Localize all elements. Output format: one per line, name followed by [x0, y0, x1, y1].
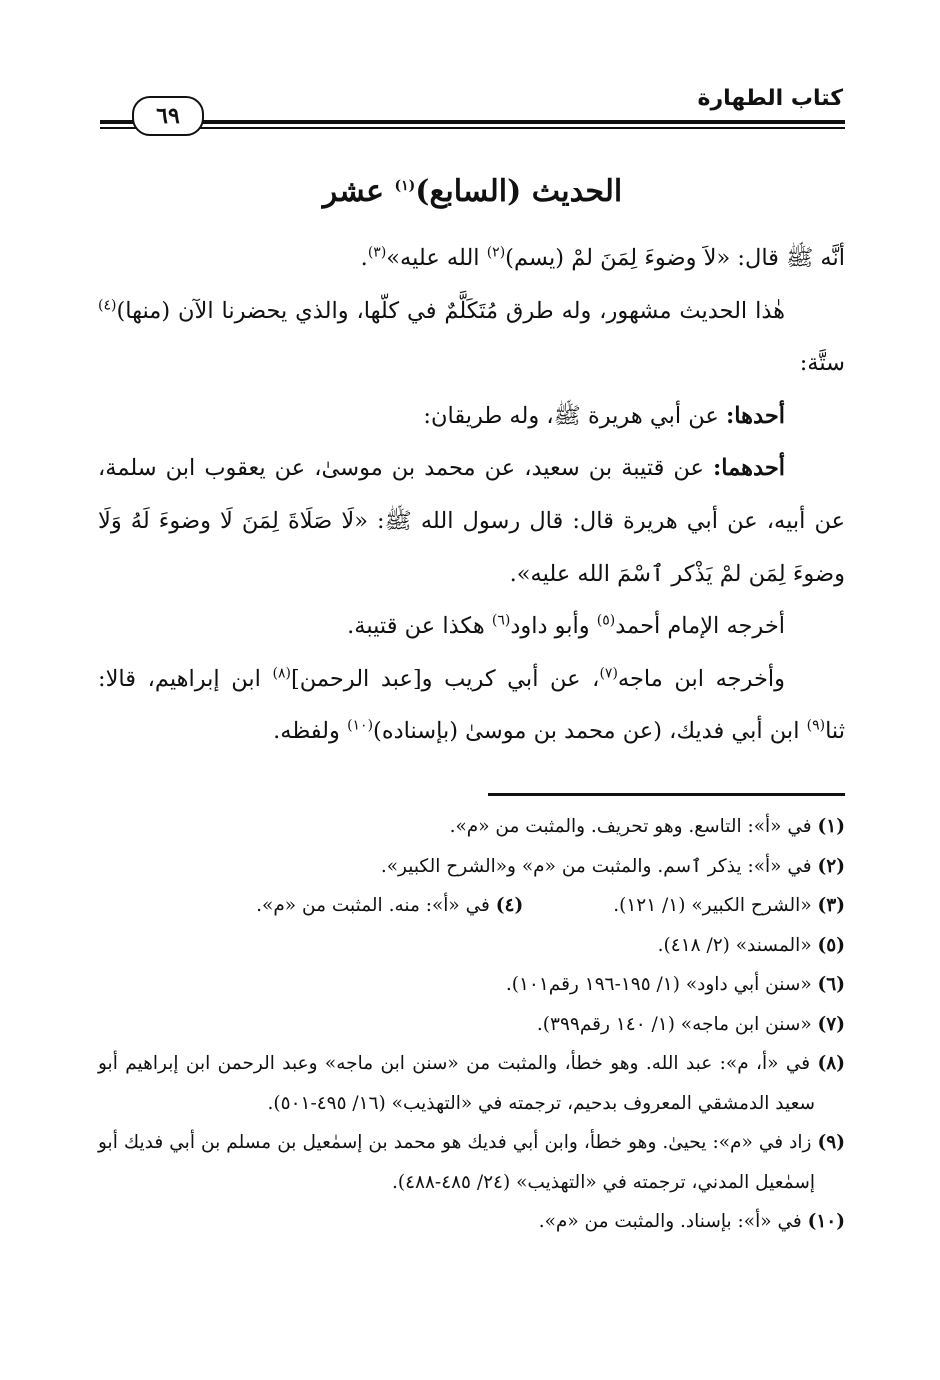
footnote-text: في «أ»: منه. المثبت من «م».	[256, 895, 496, 916]
footnote-number: (١)	[817, 816, 845, 837]
footnote-text: «سنن أبي داود» (١/ ١٩٥-١٩٦ رقم١٠١).	[505, 974, 818, 995]
footnote-2	[98, 847, 845, 887]
footnote-number: (١٠)	[807, 1211, 845, 1232]
book-title: كتاب الطهارة	[690, 86, 843, 111]
footnote-4	[256, 895, 523, 916]
text-run: هكذا عن قتيبة.	[347, 613, 492, 640]
footnote-10	[98, 1202, 845, 1242]
hadith-title	[100, 174, 845, 209]
footnote-number: (٩)	[817, 1132, 845, 1153]
footnote-ref-9: (٩)	[806, 717, 826, 734]
text-run: الله عليه»	[386, 245, 487, 271]
footnote-text: «الشرح الكبير» (١/ ١٢١).	[613, 895, 818, 916]
footnote-7	[98, 1005, 845, 1045]
footnotes	[98, 807, 845, 1242]
footnote-ref-10: (١٠)	[347, 717, 374, 734]
text-run: ابن أبي فديك، (عن محمد بن موسىٰ (بإسناده)	[373, 718, 807, 745]
footnote-ref-3: (٣)	[367, 244, 387, 261]
footnote-text: في «أ»: التاسع. وهو تحريف. والمثبت من «م».	[449, 816, 818, 837]
footnote-separator	[488, 793, 845, 796]
footnote-text: في «أ، م»: عبد الله. وهو خطأ، والمثبت من «سنن ابن ماجه» وعبد الرحمن ابن إبراهيم أبو سعيد الدمشقي المعروف بدحيم، ترجمته في «التهذيب» (١٦/ ٤٩٥-٥٠١).	[98, 1053, 818, 1114]
text-run: ، عن أبي كريب و[عبد الرحمن]	[290, 665, 600, 692]
footnote-number: (٧)	[817, 1013, 845, 1035]
footnote-number: (٨)	[817, 1053, 845, 1074]
footnote-number: (٣)	[817, 895, 845, 916]
footnote-6	[98, 965, 845, 1005]
footnote-ref-4: (٤)	[98, 297, 117, 314]
paragraph	[98, 600, 845, 653]
text-run: أخرجه الإمام أحمد	[615, 613, 785, 640]
footnote-ref-8: (٨)	[272, 665, 291, 682]
paragraph	[98, 285, 845, 390]
paragraph	[98, 653, 845, 758]
text-run: ستَّة:	[799, 350, 845, 377]
hadith-title-text: الحديث (السابع)	[415, 174, 623, 209]
page-number: ٦٩	[132, 96, 204, 136]
paragraph	[98, 232, 845, 285]
text-run: .	[360, 245, 368, 271]
footnote-ref-1: (١)	[394, 178, 416, 194]
footnote-3-and-4	[98, 886, 845, 926]
footnote-text: «المسند» (٢/ ٤١٨).	[657, 934, 818, 956]
footnote-5	[98, 926, 845, 966]
footnote-8	[98, 1044, 845, 1123]
footnote-text: «سنن ابن ماجه» (١/ ١٤٠ رقم٣٩٩).	[536, 1013, 818, 1035]
footnote-ref-5: (٥)	[596, 612, 616, 629]
lead-word: أحدهما:	[712, 455, 785, 482]
lead-word: أحدها:	[726, 402, 785, 429]
footnote-text: زاد في «م»: يحيىٰ. وهو خطأ، وابن أبي فديك هو محمد بن إسمٰعيل بن مسلم بن أبي فديك أبو إسمٰعيل المدني، ترجمته في «التهذيب» (٢٤/ ٤٨٥-٤٨٨).	[98, 1132, 818, 1193]
header-rule-thin	[100, 127, 845, 129]
footnote-ref-2: (٢)	[486, 244, 506, 261]
footnote-ref-7: (٧)	[599, 665, 618, 682]
footnote-1	[98, 807, 845, 847]
footnote-number: (٥)	[817, 934, 845, 956]
text-run: عن أبي هريرة ﷺ، وله طريقان:	[423, 402, 726, 429]
text-run: وأبو داود	[510, 613, 597, 640]
text-run: عن قتيبة بن سعيد، عن محمد بن موسىٰ، عن يعقوب ابن سلمة، عن أبيه، عن أبي هريرة قال: قال رسول الله ﷺ: «لَا صَلَاةَ لِمَنَ لَا وضوءَ لَهُ وَلَا وضوءَ لِمَن لمْ يَذْكر ٱسْمَ الله عليه».	[98, 455, 845, 587]
footnote-number: (٤)	[495, 895, 524, 916]
paragraph	[98, 390, 845, 443]
hadith-title-tail: عشر	[322, 174, 395, 209]
paragraph	[98, 442, 845, 600]
footnote-number: (٦)	[817, 974, 845, 995]
page-header	[100, 82, 845, 132]
text-run: ابن إبراهيم، قالا: ثنا	[98, 665, 845, 745]
footnote-3	[613, 895, 845, 916]
text-run: وأخرجه ابن ماجه	[617, 665, 785, 692]
text-run: أنَّه ﷺ قال: «لاَ وضوءَ لِمَنَ لمْ (يسم)	[505, 245, 845, 271]
footnote-text: في «أ»: بإسناد. والمثبت من «م».	[538, 1211, 808, 1232]
main-text	[98, 232, 845, 758]
footnote-text: في «أ»: يذكر ٱسم. والمثبت من «م» و«الشرح الكبير».	[380, 855, 818, 877]
text-run: هٰذا الحديث مشهور، وله طرق مُتَكَلَّمٌ في كلّها، والذي يحضرنا الآن (منها)	[116, 297, 785, 324]
footnote-ref-6: (٦)	[491, 612, 511, 629]
footnote-number: (٢)	[817, 855, 845, 877]
footnote-9	[98, 1123, 845, 1202]
text-run: ولفظه.	[273, 718, 348, 745]
header-rule-thick	[100, 120, 845, 124]
